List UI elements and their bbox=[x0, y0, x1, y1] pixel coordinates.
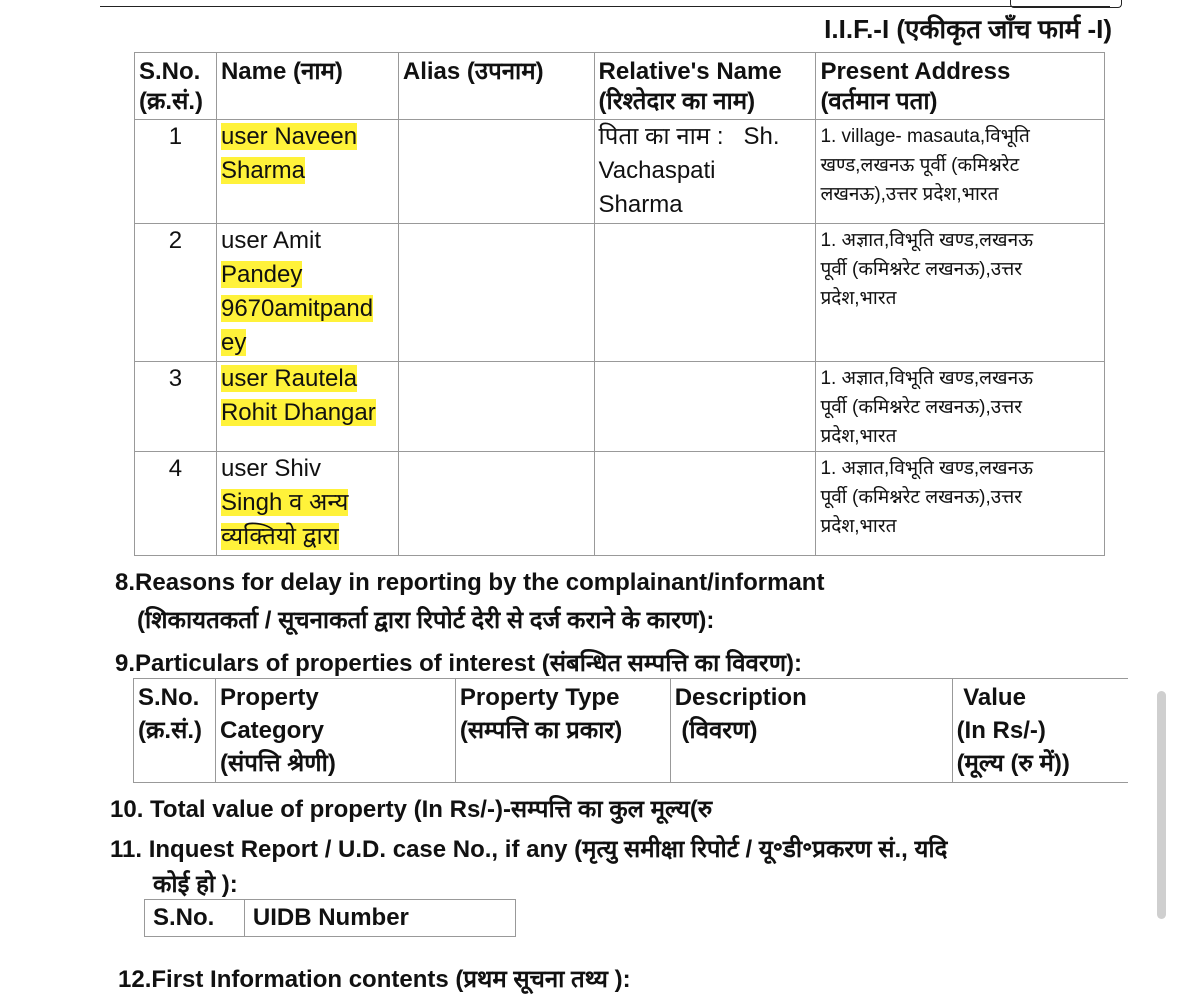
address-line: 1. अज्ञात,विभूति खण्ड,लखनऊ bbox=[820, 458, 1034, 479]
highlighted-name: 9670amitpand bbox=[220, 295, 374, 322]
highlighted-name: Sharma bbox=[220, 157, 306, 184]
address-line: 1. अज्ञात,विभूति खण्ड,लखनऊ bbox=[820, 368, 1034, 389]
form-title: I.I.F.-I (एकीकृत जाँच फार्म -I) bbox=[824, 14, 1112, 44]
prop-header-category-1: Property bbox=[219, 684, 319, 711]
address-line: 1. अज्ञात,विभूति खण्ड,लखनऊ bbox=[820, 230, 1034, 251]
header-name bbox=[216, 53, 398, 120]
prop-header-sno-hi: (क्र.सं.) bbox=[138, 717, 202, 744]
prop-header-type bbox=[455, 679, 670, 783]
address-line: प्रदेश,भारत bbox=[820, 516, 897, 537]
address-line: पूर्वी (कमिश्नरेट लखनऊ),उत्तर bbox=[820, 259, 1023, 280]
row-address bbox=[816, 120, 1105, 224]
prop-header-category-hi: (संपत्ति श्रेणी) bbox=[219, 750, 336, 777]
relative-line: Vachaspati bbox=[598, 157, 716, 184]
row-sno: 2 bbox=[135, 224, 217, 362]
row-name bbox=[216, 452, 398, 556]
prop-header-category-2: Category bbox=[219, 717, 325, 744]
row-alias bbox=[398, 362, 594, 452]
header-sno-en: S.No. bbox=[139, 58, 201, 85]
section-11-title: 11. Inquest Report / U.D. case No., if any (मृत्यु समीक्षा रिपोर्ट / यू॰डी॰प्रकरण सं., यदि bbox=[110, 836, 948, 863]
address-line: 1. village- masauta,विभूति bbox=[820, 126, 1030, 147]
address-line: लखनऊ),उत्तर प्रदेश,भारत bbox=[820, 184, 999, 205]
table-row bbox=[135, 452, 1105, 556]
row-name bbox=[216, 224, 398, 362]
row-name bbox=[216, 120, 398, 224]
prop-header-description-hi: (विवरण) bbox=[674, 717, 758, 744]
name-line bbox=[221, 520, 394, 554]
row-relative bbox=[594, 224, 816, 362]
prop-header-sno bbox=[134, 679, 216, 783]
address-line: प्रदेश,भारत bbox=[820, 288, 897, 309]
prop-header-value bbox=[952, 679, 1128, 783]
header-address bbox=[816, 53, 1105, 120]
section-8-subtitle: (शिकायतकर्ता / सूचनाकर्ता द्वारा रिपोर्ट देरी से दर्ज कराने के कारण): bbox=[137, 607, 715, 634]
row-relative bbox=[594, 120, 816, 224]
prop-header-sno-en: S.No. bbox=[138, 684, 200, 711]
address-line: प्रदेश,भारत bbox=[820, 426, 897, 447]
row-sno: 3 bbox=[135, 362, 217, 452]
address-line: पूर्वी (कमिश्नरेट लखनऊ),उत्तर bbox=[820, 397, 1023, 418]
name-line bbox=[221, 120, 394, 154]
prop-header-type-en: Property Type bbox=[459, 684, 620, 711]
header-relative-hi: (रिश्तेदार का नाम) bbox=[598, 88, 756, 115]
name-line bbox=[221, 292, 394, 326]
name-line bbox=[221, 258, 394, 292]
highlighted-name: user Rautela bbox=[220, 365, 358, 392]
uidb-table bbox=[144, 899, 516, 937]
header-sno-hi: (क्र.सं.) bbox=[139, 88, 203, 115]
highlighted-name: Pandey bbox=[220, 261, 303, 288]
prop-header-description-en: Description bbox=[674, 684, 807, 711]
section-11-title-line2: कोई हो ): bbox=[153, 871, 238, 898]
header-relative bbox=[594, 53, 816, 120]
row-relative bbox=[594, 362, 816, 452]
accused-table bbox=[134, 52, 1105, 556]
highlighted-name: Rohit Dhangar bbox=[220, 399, 376, 426]
row-sno: 4 bbox=[135, 452, 217, 556]
vertical-scrollbar[interactable] bbox=[1157, 691, 1166, 919]
uidb-header-number: UIDB Number bbox=[244, 900, 515, 937]
header-name-text: Name (नाम) bbox=[220, 58, 343, 85]
section-8-title: 8.Reasons for delay in reporting by the complainant/informant bbox=[115, 569, 825, 596]
table-row bbox=[135, 120, 1105, 224]
name-line bbox=[221, 362, 394, 396]
prop-header-value-en: Value bbox=[956, 684, 1026, 711]
accused-header-row bbox=[135, 53, 1105, 120]
header-sno bbox=[135, 53, 217, 120]
row-address bbox=[816, 224, 1105, 362]
relative-line: पिता का नाम : Sh. bbox=[598, 123, 780, 150]
row-address bbox=[816, 452, 1105, 556]
highlighted-name: व्यक्तियो द्वारा bbox=[220, 523, 339, 550]
highlighted-name: ey bbox=[220, 329, 247, 356]
prop-header-value-hi: (मूल्य (रु में)) bbox=[956, 750, 1070, 777]
page-top-rule bbox=[100, 6, 1110, 7]
name-line: user Shiv bbox=[220, 455, 322, 482]
highlighted-name: Singh व अन्य bbox=[220, 489, 349, 516]
relative-line: Sharma bbox=[598, 191, 683, 218]
prop-header-category bbox=[215, 679, 455, 783]
name-line: user Amit bbox=[220, 227, 321, 254]
page-top-box bbox=[1010, 0, 1122, 8]
property-header-row bbox=[134, 679, 1129, 783]
section-9-title: 9.Particulars of properties of interest (संबन्धित सम्पत्ति का विवरण): bbox=[115, 650, 803, 677]
prop-header-value-2: (In Rs/-) bbox=[956, 717, 1046, 744]
uidb-header-sno: S.No. bbox=[145, 900, 245, 937]
header-alias-text: Alias (उपनाम) bbox=[402, 58, 544, 85]
row-name bbox=[216, 362, 398, 452]
row-address bbox=[816, 362, 1105, 452]
uidb-header-row bbox=[145, 900, 516, 937]
section-12-title-cut: 12.First Information contents (प्रथम सूचना तथ्य ): bbox=[118, 966, 631, 993]
address-line: पूर्वी (कमिश्नरेट लखनऊ),उत्तर bbox=[820, 487, 1023, 508]
header-alias bbox=[398, 53, 594, 120]
row-sno: 1 bbox=[135, 120, 217, 224]
highlighted-name: user Naveen bbox=[220, 123, 358, 150]
table-row bbox=[135, 362, 1105, 452]
name-line bbox=[221, 396, 394, 430]
row-relative bbox=[594, 452, 816, 556]
prop-header-type-hi: (सम्पत्ति का प्रकार) bbox=[459, 717, 623, 744]
section-10-title: 10. Total value of property (In Rs/-)-सम्पत्ति का कुल मूल्य(रु bbox=[110, 796, 713, 823]
header-address-en: Present Address bbox=[820, 58, 1011, 85]
row-alias bbox=[398, 452, 594, 556]
row-alias bbox=[398, 224, 594, 362]
row-alias bbox=[398, 120, 594, 224]
name-line bbox=[221, 326, 394, 360]
header-address-hi: (वर्तमान पता) bbox=[820, 88, 938, 115]
name-line bbox=[221, 486, 394, 520]
property-table bbox=[133, 678, 1128, 783]
table-row bbox=[135, 224, 1105, 362]
name-line bbox=[221, 154, 394, 188]
address-line: खण्ड,लखनऊ पूर्वी (कमिश्नरेट bbox=[820, 155, 1020, 176]
prop-header-description bbox=[670, 679, 952, 783]
header-relative-en: Relative's Name bbox=[598, 58, 782, 85]
